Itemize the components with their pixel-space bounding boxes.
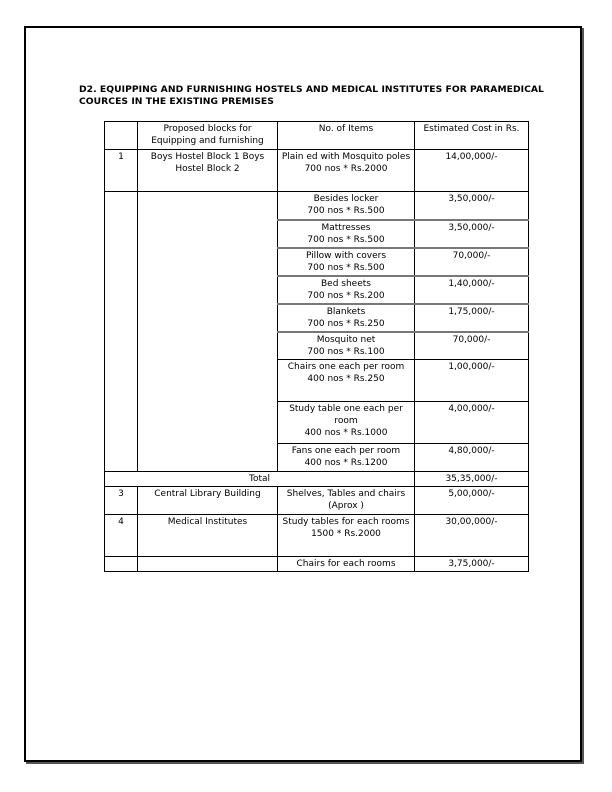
- item-quantity: 700 nos * Rs.250: [307, 318, 385, 329]
- item-name: Bed sheets: [321, 278, 371, 289]
- row-item: [278, 192, 415, 220]
- row-sno: [105, 557, 138, 572]
- row-cost: 4,80,000/-: [415, 444, 529, 472]
- item-name: Besides locker: [313, 194, 379, 204]
- row-sno: 1: [105, 150, 138, 192]
- row-sno: 3: [105, 487, 138, 515]
- row-item: [278, 150, 415, 192]
- total-cost: 35,35,000/-: [415, 472, 529, 487]
- row-cost: 30,00,000/-: [415, 515, 529, 557]
- table-row: [105, 557, 529, 572]
- row-item: [278, 444, 415, 472]
- total-label: Total: [105, 472, 415, 487]
- item-name: Plain ed with Mosquito poles: [281, 152, 411, 162]
- item-quantity: 700 nos * Rs.200: [307, 290, 385, 301]
- row-block-name: Boys Hostel Block 1 Boys Hostel Block 2: [138, 150, 278, 192]
- row-item: [278, 248, 415, 276]
- item-name: Study tables for each rooms: [282, 517, 410, 527]
- row-cost: 70,000/-: [415, 248, 529, 276]
- header-sno: [105, 122, 138, 150]
- header-no-of-items: No. of Items: [278, 122, 415, 150]
- row-item: Shelves, Tables and chairs (Aprox ): [278, 487, 415, 515]
- item-name: Mosquito net: [316, 334, 376, 345]
- row-block-name: [138, 557, 278, 572]
- item-quantity: 700 nos * Rs.2000: [304, 164, 388, 174]
- header-proposed-blocks: Proposed blocks for Equipping and furnishing: [138, 122, 278, 150]
- section-heading: [79, 84, 599, 108]
- item-quantity: 400 nos * Rs.250: [307, 374, 385, 384]
- total-row: [105, 472, 529, 487]
- table-row: [105, 515, 529, 557]
- section-heading-line-1: D2. EQUIPPING AND FURNISHING HOSTELS AND MEDICAL INSTITUTES FOR PARAMEDICAL: [79, 84, 544, 95]
- row-cost: 3,50,000/-: [415, 192, 529, 220]
- item-name: Pillow with covers: [305, 250, 387, 261]
- row-cost: 4,00,000/-: [415, 402, 529, 444]
- item-quantity: 700 nos * Rs.500: [307, 206, 385, 216]
- table-header-row: [105, 122, 529, 150]
- table-row: [105, 192, 529, 220]
- row-item: [278, 304, 415, 332]
- row-cost: 5,00,000/-: [415, 487, 529, 515]
- row-sno-empty: [105, 192, 138, 472]
- item-quantity: 400 nos * Rs.1200: [304, 458, 388, 468]
- row-cost: 3,75,000/-: [415, 557, 529, 572]
- row-cost: 1,00,000/-: [415, 360, 529, 402]
- row-cost: 1,75,000/-: [415, 304, 529, 332]
- table-row: [105, 150, 529, 192]
- item-name: Fans one each per room: [291, 446, 401, 456]
- header-estimated-cost: Estimated Cost in Rs.: [415, 122, 529, 150]
- item-name: Blankets: [326, 306, 366, 317]
- cost-estimate-table: [104, 121, 529, 572]
- row-item: [278, 276, 415, 304]
- section-heading-line-2: COURCES IN THE EXISTING PREMISES: [79, 96, 274, 107]
- item-quantity: 400 nos * Rs.1000: [304, 428, 388, 438]
- item-quantity: 700 nos * Rs.500: [307, 262, 385, 273]
- table-row: [105, 487, 529, 515]
- row-block-name: Medical Institutes: [138, 515, 278, 557]
- item-quantity: 1500 * Rs.2000: [311, 529, 381, 539]
- row-item: [278, 402, 415, 444]
- row-sno: 4: [105, 515, 138, 557]
- row-cost: 3,50,000/-: [415, 220, 529, 248]
- item-name: Mattresses: [321, 222, 371, 233]
- row-block-empty: [138, 192, 278, 472]
- row-item: Chairs for each rooms: [278, 557, 415, 572]
- row-cost: 14,00,000/-: [415, 150, 529, 192]
- row-item: [278, 360, 415, 402]
- item-quantity: 700 nos * Rs.100: [307, 346, 385, 357]
- row-block-name: Central Library Building: [138, 487, 278, 515]
- item-name: Chairs one each per room: [287, 362, 405, 372]
- row-item: [278, 332, 415, 360]
- item-quantity: 700 nos * Rs.500: [307, 234, 385, 245]
- row-item: [278, 515, 415, 557]
- item-name: Study table one each per room: [289, 404, 403, 426]
- row-item: [278, 220, 415, 248]
- row-cost: 70,000/-: [415, 332, 529, 360]
- row-cost: 1,40,000/-: [415, 276, 529, 304]
